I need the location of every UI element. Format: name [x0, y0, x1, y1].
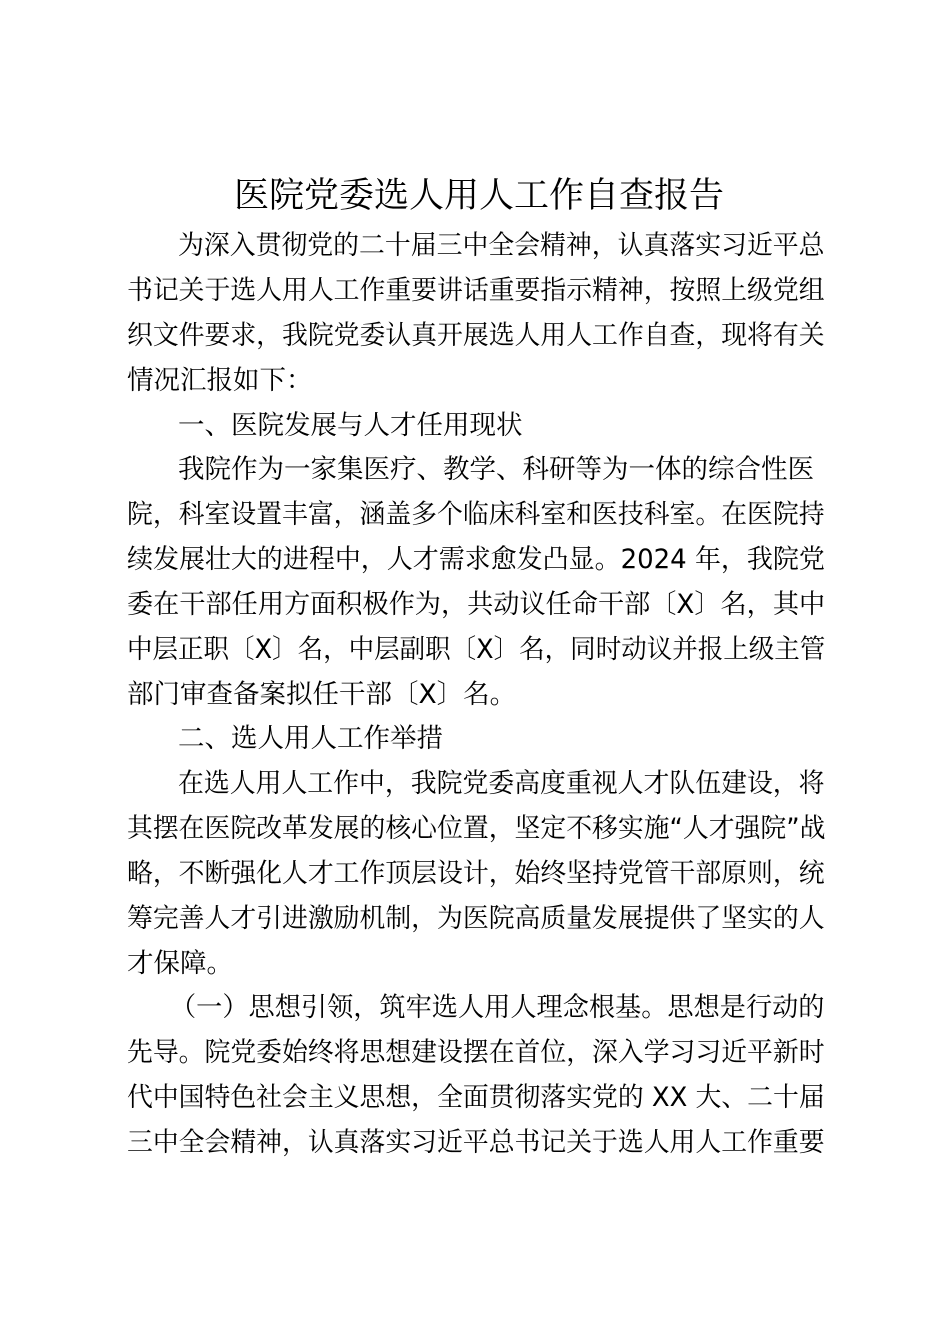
paragraph-1-line-3: 织文件要求，我院党委认真开展选人用人工作自查，现将有关 — [127, 320, 825, 351]
paragraph-3-line-2: 其摆在医院改革发展的核心位置，坚定不移实施“人才强院”战 — [127, 813, 826, 844]
paragraph-2-line-3: 续发展壮大的进程中，人才需求愈发凸显。2024 年，我院党 — [127, 544, 825, 575]
document-title: 医院党委选人用人工作自查报告 — [233, 176, 724, 216]
paragraph-4-line-3: 代中国特色社会主义思想，全面贯彻落实党的 XX 大、二十届 — [127, 1082, 825, 1113]
paragraph-2-line-6: 部门审查备案拟任干部〔X〕名。 — [127, 679, 517, 710]
paragraph-3-line-1: 在选人用人工作中，我院党委高度重视人才队伍建设，将 — [178, 768, 825, 799]
section-heading-2: 二、选人用人工作举措 — [178, 723, 443, 754]
paragraph-1-line-2: 书记关于选人用人工作重要讲话重要指示精神，按照上级党组 — [127, 275, 825, 306]
paragraph-2-line-5: 中层正职〔X〕名，中层副职〔X〕名，同时动议并报上级主管 — [127, 634, 826, 665]
paragraph-2-line-4: 委在干部任用方面积极作为，共动议任命干部〔X〕名，其中 — [127, 589, 826, 620]
paragraph-3-line-5: 才保障。 — [127, 948, 233, 979]
paragraph-2-line-2: 院，科室设置丰富，涵盖多个临床科室和医技科室。在医院持 — [127, 499, 825, 530]
paragraph-4-line-4: 三中全会精神，认真落实习近平总书记关于选人用人工作重要 — [127, 1127, 825, 1158]
paragraph-1-line-1: 为深入贯彻党的二十届三中全会精神，认真落实习近平总 — [178, 230, 825, 261]
paragraph-4-line-1: （一）思想引领，筑牢选人用人理念根基。思想是行动的 — [170, 992, 825, 1023]
paragraph-2-line-1: 我院作为一家集医疗、教学、科研等为一体的综合性医 — [178, 454, 814, 485]
paragraph-3-line-4: 筹完善人才引进激励机制，为医院高质量发展提供了坚实的人 — [127, 903, 825, 934]
section-heading-1: 一、医院发展与人才任用现状 — [178, 410, 523, 441]
paragraph-3-line-3: 略，不断强化人才工作顶层设计，始终坚持党管干部原则，统 — [127, 858, 825, 889]
paragraph-4-line-2: 先导。院党委始终将思想建设摆在首位，深入学习习近平新时 — [127, 1037, 825, 1068]
paragraph-1-line-4: 情况汇报如下： — [127, 365, 313, 396]
